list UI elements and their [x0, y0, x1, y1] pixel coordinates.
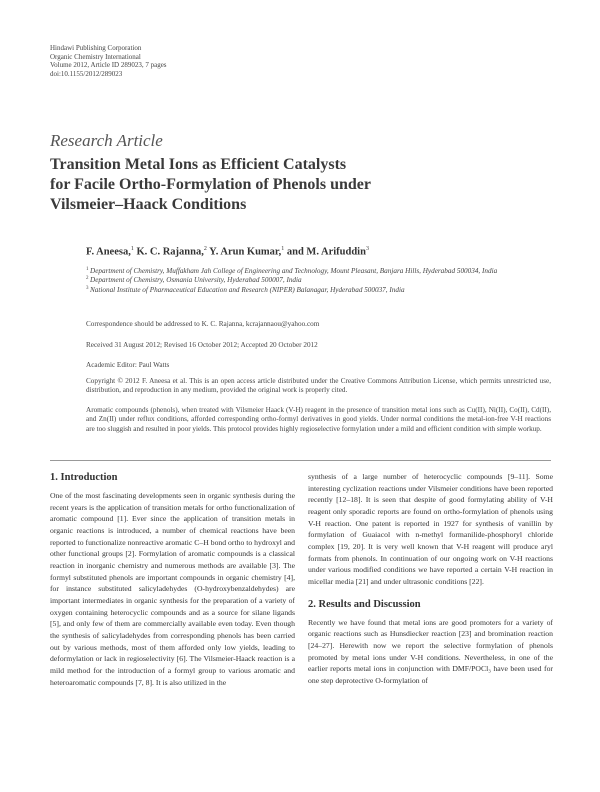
journal-name: Organic Chemistry International — [50, 52, 141, 61]
affiliation-number: 1 — [86, 267, 89, 272]
author-name: F. Aneesa, — [86, 246, 131, 258]
affiliation-number: 2 — [86, 276, 89, 282]
journal-info — [50, 44, 167, 78]
affiliation-text: Department of Chemistry, Osmania University, Hyderabad 500007, India — [90, 276, 302, 285]
article-title — [50, 155, 371, 215]
title-line-1: Transition Metal Ions as Efficient Catalysts — [50, 156, 347, 173]
introduction-continued: synthesis of a large number of heterocyclic compounds [9–11]. Some interesting cyclization reactions under Vilsmeier conditions have been reported recently [12–18]. It is seen that despite of good formylating ability of V-H reagent only sporadic reports are found on ortho-formylation of phenols using V-H reaction. One patent is reported in 1927 for synthesis of vanillin by formylation of Guaiacol with n-methyl formanilide-phosphoryl chloride complex [19, 20]. It is very well known that V-H reagent will produce aryl formats from phenols. In continuation of our ongoing work on V-H reactions under various modified conditions we have reported a certain V-H reaction in micellar media [21] and under ultrasonic conditions [22]. — [308, 472, 553, 586]
section-divider — [50, 460, 551, 461]
publisher-name: Hindawi Publishing Corporation — [50, 44, 142, 52]
title-line-2: for Facile Ortho-Formylation of Phenols under — [50, 176, 371, 193]
author-affil-mark: 1 — [130, 246, 134, 252]
affiliation-text: Department of Chemistry, Muffakham Jah College of Engineering and Technology, Mount Pleasant, Banjara Hills, Hyderabad 500034, India — [90, 267, 498, 275]
affiliation-text: National Institute of Pharmaceutical Education and Research (NIPER) Balanagar, Hyderabad 500037, India — [90, 285, 405, 294]
journal-volume: Volume 2012, Article ID 289023, 7 pages — [50, 61, 167, 70]
introduction-text: One of the most fascinating developments seen in organic synthesis during the recent years is the application of transition metals for ortho functionalization of aromatic compound [1]. Ever since the application of transition metals in organic reactions is introduced, a number of chemical reactions have been reported to functionalize nonreactive aromatic C–H bond ortho to hydroxyl and other functional groups [2]. Formylation of aromatic compounds is a classical reaction in inorganic chemistry and numerous methods are available [3]. The formyl substituted phenols are important compounds in organic chemistry [4], for instance substituted salicyladehydes (O-hydroxybenzaldehydes) are important intermediates in organic synthesis for the preparation of a variety of oxygen containing heterocyclic compounds and as a source for silane ligands [5], and only few of them are commercially available even today. Even though the synthesis of salicyladehydes from corresponding phenols has been carried out by various methods, most of them afforded only low yields, leading to deformylation or lack in regioselectivity [6]. The Vilsmeier-Haack reaction is a mild method for the introduction of a formyl group to various aromatic and heteroaromatic compounds [7, 8]. It is also utilized in the — [50, 491, 295, 687]
author-affil-mark: 2 — [203, 246, 207, 252]
affiliation-1 — [86, 267, 556, 276]
title-line-3: Vilsmeier–Haack Conditions — [50, 196, 247, 213]
author-affil-mark: 3 — [365, 246, 369, 252]
article-type: Research Article — [50, 131, 163, 150]
correspondence: Correspondence should be addressed to K. C. Rajanna, kcrajannaou@yahoo.com — [86, 320, 320, 328]
article-dates: Received 31 August 2012; Revised 16 October 2012; Accepted 20 October 2012 — [86, 341, 318, 349]
author-name: and M. Arifuddin — [284, 246, 366, 258]
section-heading-results: 2. Results and Discussion — [308, 598, 421, 610]
abstract: Aromatic compounds (phenols), when treated with Vilsmeier Haack (V-H) reagent in the presence of transition metal ions such as Cu(II), Ni(II), Co(II), Cd(II), and Zn(II) under reflux conditions, afforded corresponding ortho-formyl derivatives in good yields. Under normal conditions the metal-ion-free V-H reactions are too sluggish and resulted in poor yields. This protocol provides highly regioselective formylation under a mild and efficient condition with simple workup. — [86, 406, 551, 433]
affiliations — [86, 267, 556, 295]
author-name: Y. Arun Kumar, — [206, 246, 282, 258]
copyright-notice: Copyright © 2012 F. Aneesa et al. This is an open access article distributed under the Creative Commons Attribution License, which permits unrestricted use, distribution, and reproduction in any medium, provided the original work is properly cited. — [86, 377, 551, 395]
affiliation-2 — [86, 276, 556, 285]
affiliation-3 — [86, 286, 556, 295]
column-left — [50, 471, 295, 688]
author-list — [86, 246, 369, 258]
affiliation-number: 3 — [86, 285, 89, 291]
author-affil-mark: 1 — [281, 246, 285, 252]
section-heading-introduction: 1. Introduction — [50, 472, 118, 483]
column-right — [308, 471, 553, 687]
journal-doi[interactable]: doi:10.1155/2012/289023 — [50, 69, 123, 78]
academic-editor: Academic Editor: Paul Watts — [86, 361, 170, 369]
author-name: K. C. Rajanna, — [133, 246, 204, 258]
results-text: Recently we have found that metal ions are good promoters for a variety of organic reactions such as Hunsdiecker reaction [23] and bromination reaction [24–27]. Herewith now we report the selective formylation of phenols promoted by metal ions under V-H conditions. Nevertheless, in one of the earlier reports metal ions in conjunction with DMF/POCl₃ have been used for one step deprotective O-formylation of — [308, 617, 553, 685]
